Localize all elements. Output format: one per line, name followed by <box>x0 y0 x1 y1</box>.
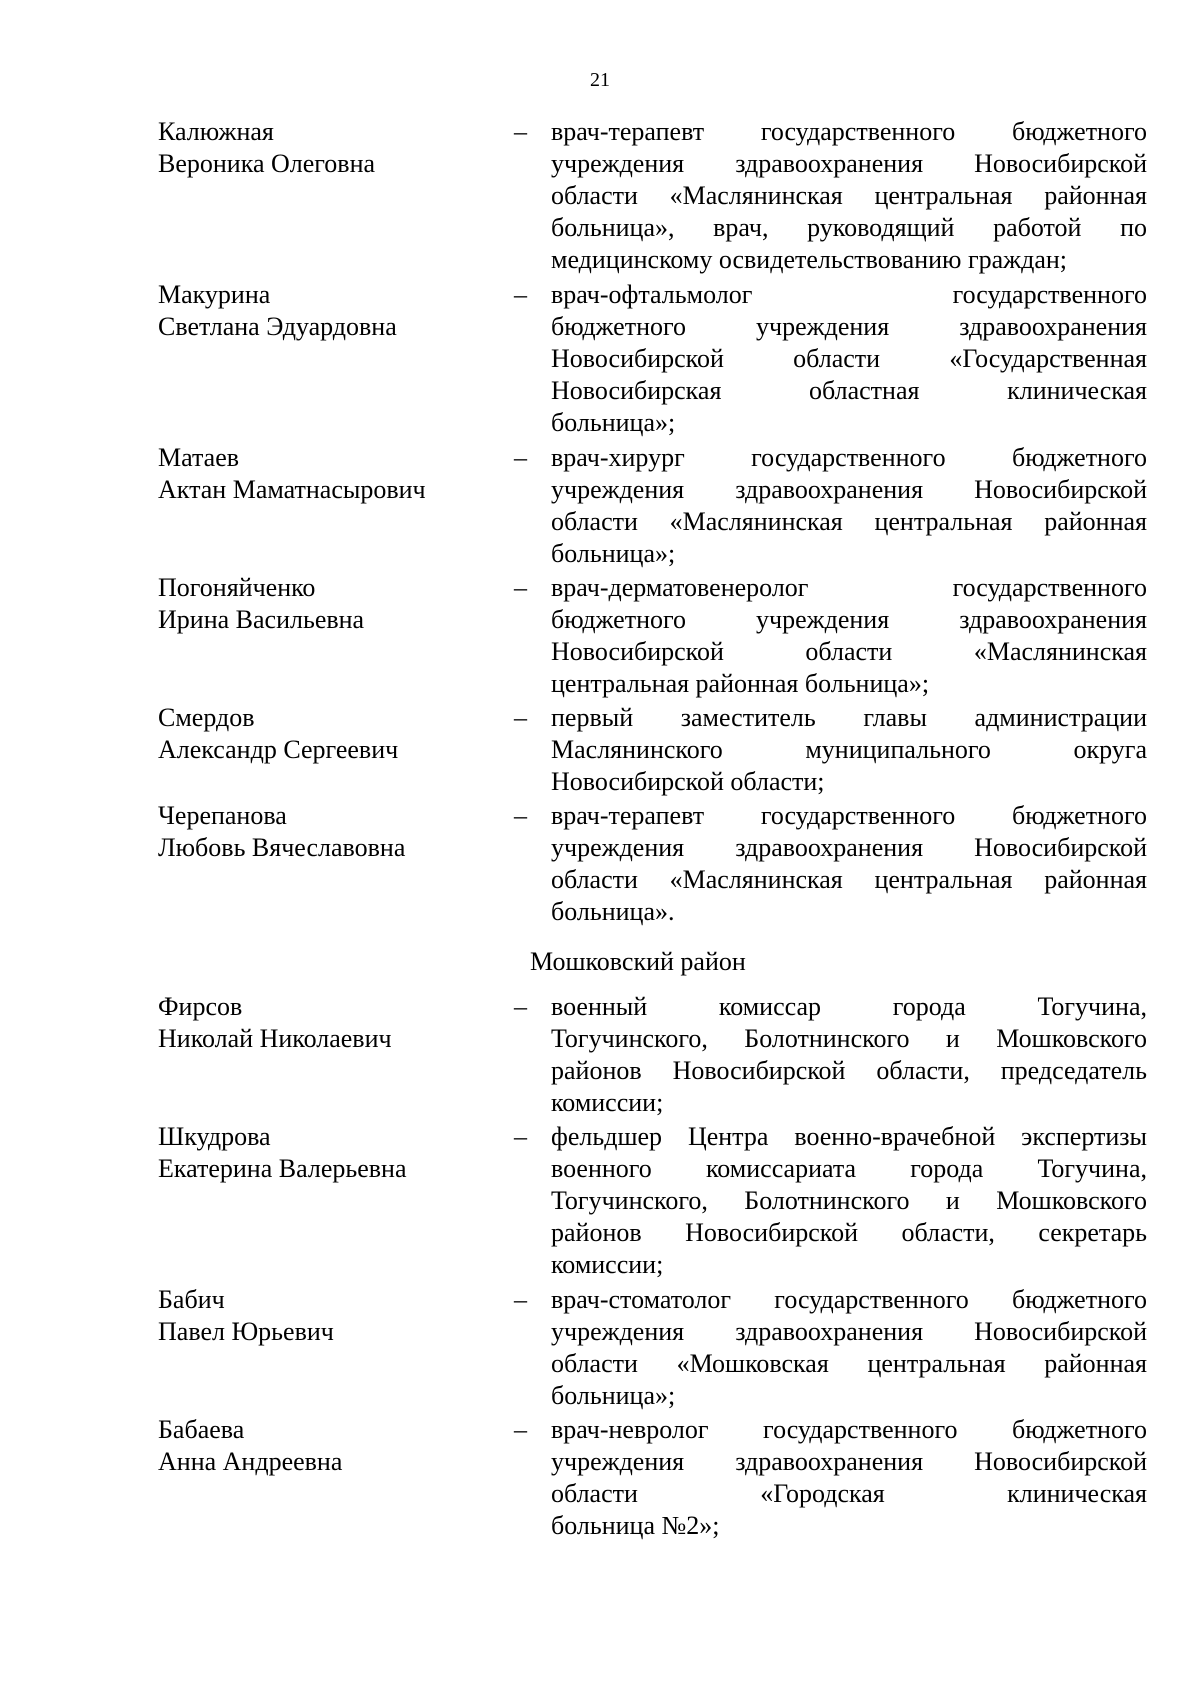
surname: Матаев <box>158 443 240 472</box>
position-description <box>551 991 1147 1119</box>
person-name <box>158 1414 488 1478</box>
position-description <box>551 1121 1147 1281</box>
description-line: бюджетного учреждения здравоохранения <box>551 605 1147 634</box>
surname: Смердов <box>158 703 255 732</box>
description-line: больница». <box>551 897 675 926</box>
given-names: Николай Николаевич <box>158 1024 392 1053</box>
position-description <box>551 1414 1147 1542</box>
dash: – <box>514 1122 527 1151</box>
surname: Бабаева <box>158 1415 245 1444</box>
description-line: учреждения здравоохранения Новосибирской <box>551 149 1147 178</box>
description-line: области «Маслянинская центральная районная <box>551 507 1147 536</box>
description-line: учреждения здравоохранения Новосибирской <box>551 833 1147 862</box>
person-name <box>158 702 488 766</box>
description-line: Тогучинского, Болотнинского и Мошковского <box>551 1024 1147 1053</box>
description-line: учреждения здравоохранения Новосибирской <box>551 1317 1147 1346</box>
person-name <box>158 800 488 864</box>
given-names: Екатерина Валерьевна <box>158 1154 407 1183</box>
given-names: Павел Юрьевич <box>158 1317 334 1346</box>
given-names: Светлана Эдуардовна <box>158 312 397 341</box>
description-line: Тогучинского, Болотнинского и Мошковского <box>551 1186 1147 1215</box>
position-description <box>551 702 1147 798</box>
description-line: больница»; <box>551 408 676 437</box>
description-line: медицинскому освидетельствованию граждан; <box>551 245 1068 274</box>
description-line: области «Маслянинская центральная районная <box>551 181 1147 210</box>
description-line: врач-невролог государственного бюджетного <box>551 1415 1147 1444</box>
dash: – <box>514 443 527 472</box>
description-line: врач-стоматолог государственного бюджетного <box>551 1285 1147 1314</box>
dash: – <box>514 703 527 732</box>
position-description <box>551 800 1147 928</box>
description-line: больница»; <box>551 539 676 568</box>
given-names: Любовь Вячеславовна <box>158 833 406 862</box>
surname: Погоняйченко <box>158 573 316 602</box>
person-name <box>158 572 488 636</box>
position-description <box>551 1284 1147 1412</box>
person-name <box>158 442 488 506</box>
description-line: военный комиссар города Тогучина, <box>551 992 1147 1021</box>
surname: Черепанова <box>158 801 287 830</box>
surname: Фирсов <box>158 992 243 1021</box>
description-line: больница №2»; <box>551 1511 720 1540</box>
person-name <box>158 1121 488 1185</box>
description-line: больница»; <box>551 1381 676 1410</box>
description-line: Новосибирская областная клиническая <box>551 376 1147 405</box>
description-line: первый заместитель главы администрации <box>551 703 1147 732</box>
dash: – <box>514 1415 527 1444</box>
dash: – <box>514 573 527 602</box>
person-name <box>158 1284 488 1348</box>
given-names: Александр Сергеевич <box>158 735 399 764</box>
description-line: Новосибирской области; <box>551 767 825 796</box>
description-line: Новосибирской области «Государственная <box>551 344 1147 373</box>
description-line: области «Мошковская центральная районная <box>551 1349 1147 1378</box>
position-description <box>551 279 1147 439</box>
position-description <box>551 116 1147 276</box>
person-name <box>158 991 488 1055</box>
description-line: врач-дерматовенеролог государственного <box>551 573 1147 602</box>
dash: – <box>514 280 527 309</box>
surname: Бабич <box>158 1285 225 1314</box>
dash: – <box>514 117 527 146</box>
dash: – <box>514 992 527 1021</box>
description-line: комиссии; <box>551 1088 664 1117</box>
description-line: врач-хирург государственного бюджетного <box>551 443 1147 472</box>
description-line: учреждения здравоохранения Новосибирской <box>551 1447 1147 1476</box>
description-line: врач-офтальмолог государственного <box>551 280 1147 309</box>
description-line: центральная районная больница»; <box>551 669 930 698</box>
person-name <box>158 279 488 343</box>
description-line: области «Городская клиническая <box>551 1479 1147 1508</box>
description-line: врач-терапевт государственного бюджетного <box>551 117 1147 146</box>
surname: Калюжная <box>158 117 274 146</box>
description-line: районов Новосибирской области, председатель <box>551 1056 1147 1085</box>
description-line: комиссии; <box>551 1250 664 1279</box>
description-line: больница», врач, руководящий работой по <box>551 213 1147 242</box>
description-line: учреждения здравоохранения Новосибирской <box>551 475 1147 504</box>
given-names: Вероника Олеговна <box>158 149 376 178</box>
description-line: бюджетного учреждения здравоохранения <box>551 312 1147 341</box>
person-name <box>158 116 488 180</box>
given-names: Актан Маматнасырович <box>158 475 426 504</box>
section-heading: Мошковский район <box>530 947 746 976</box>
surname: Шкудрова <box>158 1122 271 1151</box>
description-line: фельдшер Центра военно-врачебной экспертизы <box>551 1122 1147 1151</box>
given-names: Ирина Васильевна <box>158 605 365 634</box>
dash: – <box>514 801 527 830</box>
surname: Макурина <box>158 280 271 309</box>
description-line: области «Маслянинская центральная районная <box>551 865 1147 894</box>
given-names: Анна Андреевна <box>158 1447 343 1476</box>
description-line: Новосибирской области «Маслянинская <box>551 637 1147 666</box>
description-line: военного комиссариата города Тогучина, <box>551 1154 1147 1183</box>
dash: – <box>514 1285 527 1314</box>
position-description <box>551 572 1147 700</box>
page-number: 21 <box>590 69 610 91</box>
position-description <box>551 442 1147 570</box>
description-line: врач-терапевт государственного бюджетного <box>551 801 1147 830</box>
description-line: районов Новосибирской области, секретарь <box>551 1218 1147 1247</box>
description-line: Маслянинского муниципального округа <box>551 735 1147 764</box>
